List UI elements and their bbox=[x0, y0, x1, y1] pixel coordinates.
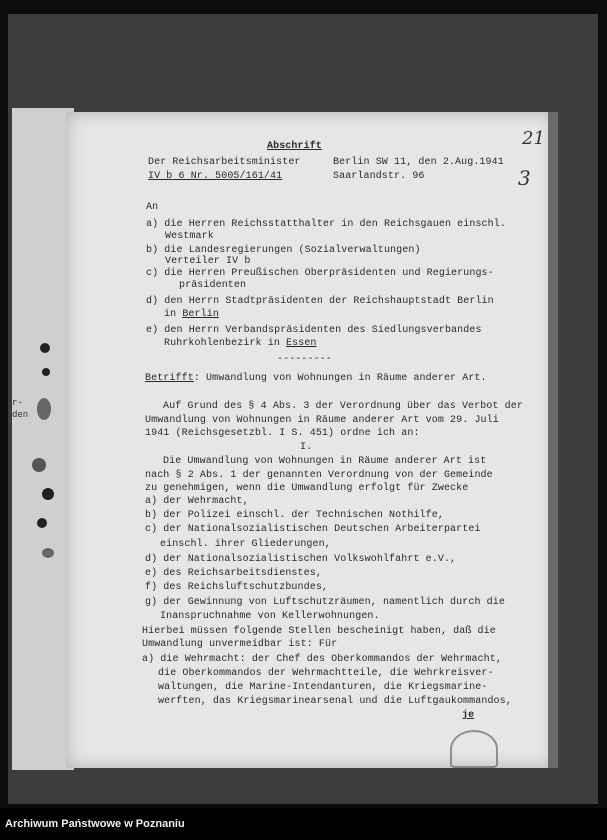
body-line: zu genehmigen, wenn die Umwandlung erfolgt für Zwecke bbox=[145, 483, 469, 494]
side-fragment: den bbox=[12, 410, 29, 420]
ink-stain bbox=[37, 518, 47, 528]
body-line: Inanspruchnahme von Kellerwohnungen. bbox=[160, 611, 380, 622]
ink-stain bbox=[37, 398, 51, 420]
addressee-line: e) den Herrn Verbandspräsidenten des Siedlungsverbandes bbox=[146, 325, 482, 336]
body-line: waltungen, die Marine-Intendanturen, die Kriegsmarine- bbox=[158, 682, 488, 693]
ink-stain bbox=[40, 343, 50, 353]
body-line: einschl. ihrer Gliederungen, bbox=[160, 539, 331, 550]
text: in bbox=[164, 309, 183, 320]
city: Essen bbox=[286, 338, 317, 349]
addressee-line: b) die Landesregierungen (Sozialverwaltungen) bbox=[146, 245, 421, 256]
subject bbox=[145, 373, 487, 384]
folio-number: 3 bbox=[518, 166, 531, 190]
footer-bar bbox=[0, 808, 607, 840]
city: Berlin bbox=[182, 309, 219, 320]
catchword: je bbox=[462, 710, 475, 721]
reference: IV b 6 Nr. 5005/161/41 bbox=[148, 171, 283, 182]
body-line: 1941 (Reichsgesetzbl. I S. 451) ordne ich an: bbox=[145, 428, 420, 439]
addressee-intro: An bbox=[146, 202, 159, 213]
archive-name: Archiwum Państwowe w Poznaniu bbox=[5, 818, 185, 830]
subject-text: : Umwandlung von Wohnungen in Räume anderer Art. bbox=[193, 373, 487, 384]
addressee-line: d) den Herrn Stadtpräsidenten der Reichshauptstadt Berlin bbox=[146, 296, 494, 307]
section-number: I. bbox=[300, 442, 313, 453]
body-line: c) der Nationalsozialistischen Deutschen Arbeiterpartei bbox=[145, 524, 481, 535]
doc-title: Abschrift bbox=[267, 141, 322, 152]
body-line: e) des Reichsarbeitsdienstes, bbox=[145, 568, 322, 579]
body-line: Auf Grund des § 4 Abs. 3 der Verordnung über das Verbot der bbox=[163, 401, 523, 412]
body-line: d) der Nationalsozialistischen Volkswohlfahrt e.V., bbox=[145, 554, 457, 565]
subject-label: Betrifft bbox=[145, 373, 194, 384]
address: Saarlandstr. 96 bbox=[333, 171, 425, 182]
body-line: Hierbei müssen folgende Stellen bescheinigt haben, daß die bbox=[142, 626, 496, 637]
addressee-line: Westmark bbox=[165, 231, 214, 242]
place-date: Berlin SW 11, den 2.Aug.1941 bbox=[333, 157, 504, 168]
page-edge bbox=[548, 112, 558, 768]
addressee-line: a) die Herren Reichsstatthalter in den Reichsgauen einschl. bbox=[146, 219, 506, 230]
side-fragment: r- bbox=[12, 398, 23, 408]
ink-stain bbox=[42, 368, 50, 376]
body-line: Umwandlung von Wohnungen in Räume anderer Art vom 29. Juli bbox=[145, 415, 499, 426]
body-line: f) des Reichsluftschutzbundes, bbox=[145, 582, 329, 593]
ink-stain bbox=[32, 458, 46, 472]
ink-stain bbox=[42, 488, 54, 500]
stamp-mark bbox=[450, 730, 498, 768]
separator: --------- bbox=[277, 354, 332, 365]
body-line: Die Umwandlung von Wohnungen in Räume anderer Art ist bbox=[163, 456, 487, 467]
body-line: werften, das Kriegsmarinearsenal und die Luftgaukommandos, bbox=[158, 696, 512, 707]
addressee-line bbox=[164, 338, 317, 349]
body-line: nach § 2 Abs. 1 der genannten Verordnung von der Gemeinde bbox=[145, 470, 493, 481]
body-line: a) die Wehrmacht: der Chef des Oberkommandos der Wehrmacht, bbox=[142, 654, 502, 665]
sender: Der Reichsarbeitsminister bbox=[148, 157, 301, 168]
ink-stain bbox=[42, 548, 54, 558]
addressee-line: Verteiler IV b bbox=[165, 256, 251, 267]
body-line: Umwandlung unvermeidbar ist: Für bbox=[142, 639, 338, 650]
body-line: g) der Gewinnung von Luftschutzräumen, namentlich durch die bbox=[145, 597, 505, 608]
body-line: a) der Wehrmacht, bbox=[145, 496, 249, 507]
folio-number: 21 bbox=[522, 128, 545, 149]
body-line: die Oberkommandos der Wehrmachtteile, die Wehrkreisver- bbox=[158, 668, 494, 679]
addressee-line bbox=[164, 309, 219, 320]
body-line: b) der Polizei einschl. der Technischen Nothilfe, bbox=[145, 510, 444, 521]
text: Ruhrkohlenbezirk in bbox=[164, 338, 287, 349]
addressee-line: präsidenten bbox=[179, 280, 247, 291]
addressee-line: c) die Herren Preußischen Oberpräsidenten und Regierungs- bbox=[146, 268, 494, 279]
underlying-page bbox=[12, 108, 74, 770]
